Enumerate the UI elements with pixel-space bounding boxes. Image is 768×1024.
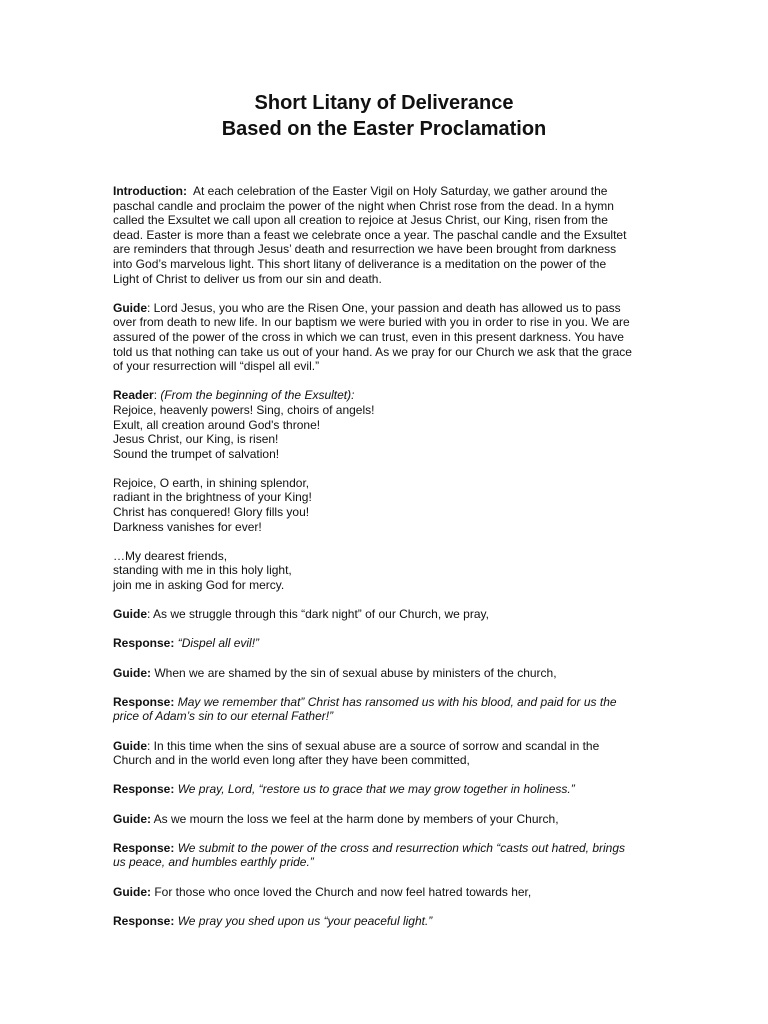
reader-colon: :: [153, 388, 161, 403]
verse-line: Darkness vanishes for ever!: [113, 519, 262, 534]
verse-line: radiant in the brightness of your King!: [113, 490, 312, 505]
reader-heading: [113, 388, 633, 403]
guide-text: As we mourn the loss we feel at the harm done by members of your Church,: [151, 811, 559, 826]
document-body: [113, 184, 633, 943]
introduction-label: Introduction:: [113, 184, 187, 198]
litany-guide-paragraph: [113, 607, 633, 622]
response-text: We pray you shed upon us “your peaceful light.”: [174, 913, 433, 928]
document-title: [0, 90, 768, 142]
verse-line: Rejoice, O earth, in shining splendor,: [113, 475, 310, 490]
verse-line: Exult, all creation around God's throne!: [113, 417, 321, 432]
verse-line: join me in asking God for mercy.: [113, 578, 285, 593]
response-label: Response:: [113, 782, 175, 797]
response-label: Response:: [113, 636, 175, 651]
response-label: Response:: [113, 840, 175, 855]
response-text: We pray, Lord, “restore us to grace that we may grow together in holiness.”: [174, 782, 575, 797]
guide-label: Guide: [113, 738, 148, 753]
introduction-paragraph: [113, 184, 633, 286]
guide-text: : As we struggle through this “dark night” of our Church, we pray,: [147, 607, 489, 622]
guide-opening-paragraph: [113, 301, 633, 374]
guide-label: Guide:: [113, 665, 151, 680]
response-text: “Dispel all evil!”: [174, 636, 260, 651]
response-label: Response:: [113, 913, 175, 928]
guide-opening-text: : Lord Jesus, you who are the Risen One, your passion and death has allowed us to pass over from death to new life. In our baptism we were buried with you in order to rise in you. We are assured of the power of the cross in which we can trust, even in this present darkness. You have told us that nothing can take us out of your hand. As we pray for our Church we ask that the grace of your resurrection will “dispel all evil.”: [113, 300, 632, 374]
verse-line: Sound the trumpet of salvation!: [113, 446, 280, 461]
guide-label: Guide: [113, 607, 148, 622]
response-text: We submit to the power of the cross and resurrection which “casts out hatred, brings us peace, and humbles earthly pride.”: [113, 840, 626, 870]
guide-text: For those who once loved the Church and now feel hatred towards her,: [151, 884, 532, 899]
verse-line: …My dearest friends,: [113, 548, 228, 563]
introduction-text: At each celebration of the Easter Vigil on Holy Saturday, we gather around the paschal candle and proclaim the power of the night when Christ rose from the dead. In a hymn called the Exsultet we call upon all creation to rejoice at Jesus Christ, our King, risen from the dead. Easter is more than a feast we celebrate once a year. The paschal candle and the Exsultet are reminders that through Jesus’ death and resurrection we have been brought from darkness into God’s marvelous light. This short litany of deliverance is a meditation on the power of the Light of Christ to deliver us from our sin and death.: [113, 184, 627, 286]
verse-line: Rejoice, heavenly powers! Sing, choirs of angels!: [113, 402, 375, 417]
guide-label: Guide:: [113, 884, 151, 899]
litany-response-paragraph: [113, 841, 633, 870]
litany-response-paragraph: [113, 914, 633, 929]
title-line-1: Short Litany of Deliverance: [254, 92, 514, 114]
verse-line: Jesus Christ, our King, is risen!: [113, 432, 279, 447]
guide-label: Guide:: [113, 811, 151, 826]
response-text: May we remember that” Christ has ransomed us with his blood, and paid for us the price of Adam’s sin to our eternal Father!”: [113, 694, 617, 724]
litany-guide-paragraph: [113, 739, 633, 768]
response-label: Response:: [113, 694, 175, 709]
litany-response-paragraph: [113, 636, 633, 651]
reader-note: (From the beginning of the Exsultet):: [160, 388, 355, 403]
verse-line: standing with me in this holy light,: [113, 563, 292, 578]
litany-response-paragraph: [113, 695, 633, 724]
litany-response-paragraph: [113, 782, 633, 797]
guide-text: When we are shamed by the sin of sexual abuse by ministers of the church,: [151, 665, 557, 680]
verse-line: Christ has conquered! Glory fills you!: [113, 505, 310, 520]
title-line-2: Based on the Easter Proclamation: [221, 118, 547, 140]
litany-guide-paragraph: [113, 885, 633, 900]
reader-stanza-1: [113, 388, 633, 461]
guide-label: Guide: [113, 300, 148, 315]
litany-guide-paragraph: [113, 666, 633, 681]
reader-label: Reader: [113, 388, 154, 403]
litany-guide-paragraph: [113, 812, 633, 827]
reader-stanza-2: [113, 476, 633, 534]
reader-stanza-3: [113, 549, 633, 593]
guide-text: : In this time when the sins of sexual abuse are a source of sorrow and scandal in the Church and in the world even long after they have been committed,: [113, 738, 600, 768]
